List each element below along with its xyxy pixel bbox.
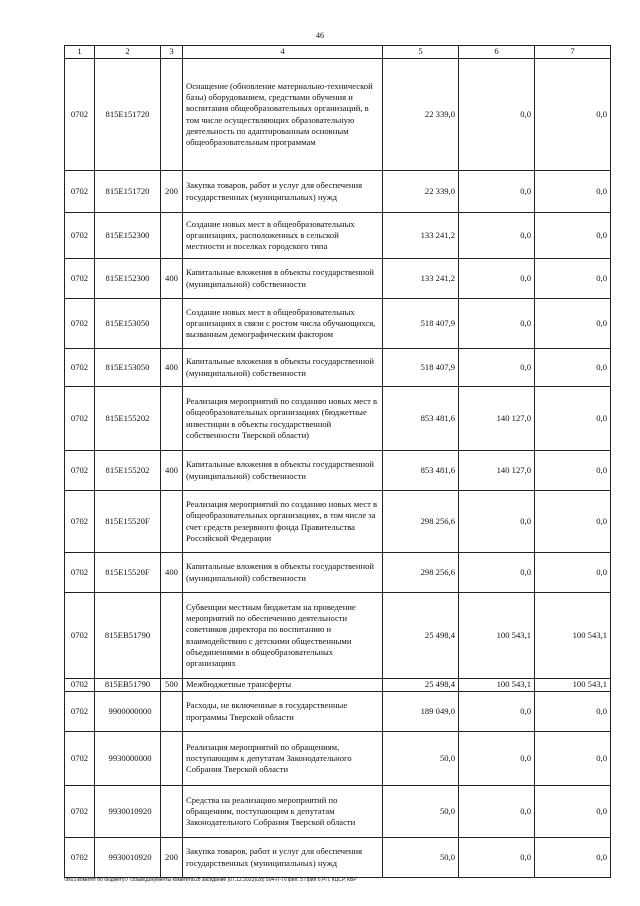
- amount-year1: 518 407,9: [383, 349, 459, 387]
- amount-year1: 22 339,0: [383, 59, 459, 171]
- table-row: [65, 387, 611, 451]
- expense-type: [161, 299, 183, 349]
- table-row: [65, 786, 611, 838]
- section-code: 0702: [65, 732, 95, 786]
- expense-type: [161, 387, 183, 451]
- expense-type: 400: [161, 451, 183, 491]
- table-row: [65, 213, 611, 259]
- amount-year2: 140 127,0: [459, 451, 535, 491]
- amount-year2: 0,0: [459, 299, 535, 349]
- section-code: 0702: [65, 679, 95, 692]
- section-code: 0702: [65, 259, 95, 299]
- item-name: Закупка товаров, работ и услуг для обеспечения государственных (муниципальных) нужд: [183, 171, 383, 213]
- expense-type: 400: [161, 349, 183, 387]
- table-row: [65, 732, 611, 786]
- amount-year1: 853 481,6: [383, 451, 459, 491]
- target-code: 815E151720: [95, 59, 161, 171]
- expense-type: [161, 692, 183, 732]
- table-row: [65, 553, 611, 593]
- amount-year1: 50,0: [383, 786, 459, 838]
- table-row: [65, 838, 611, 878]
- amount-year1: 853 481,6: [383, 387, 459, 451]
- amount-year2: 0,0: [459, 553, 535, 593]
- item-name: Закупка товаров, работ и услуг для обеспечения государственных (муниципальных) нужд: [183, 838, 383, 878]
- amount-year1: 189 049,0: [383, 692, 459, 732]
- target-code: 815EB51790: [95, 593, 161, 679]
- amount-year3: 0,0: [535, 349, 611, 387]
- amount-year3: 0,0: [535, 213, 611, 259]
- item-name: Создание новых мест в общеобразовательных организациях, расположенных в сельской местности и поселках городского типа: [183, 213, 383, 259]
- section-code: 0702: [65, 213, 95, 259]
- section-code: 0702: [65, 553, 95, 593]
- target-code: 815E155202: [95, 451, 161, 491]
- target-code: 815E15520F: [95, 491, 161, 553]
- section-code: 0702: [65, 838, 95, 878]
- header-cell: 7: [535, 46, 611, 59]
- amount-year2: 0,0: [459, 786, 535, 838]
- table-row: [65, 593, 611, 679]
- table-row: [65, 491, 611, 553]
- amount-year1: 518 407,9: [383, 299, 459, 349]
- amount-year2: 100 543,1: [459, 679, 535, 692]
- item-name: Капитальные вложения в объекты государственной (муниципальной) собственности: [183, 259, 383, 299]
- amount-year3: 0,0: [535, 259, 611, 299]
- item-name: Капитальные вложения в объекты государственной (муниципальной) собственности: [183, 451, 383, 491]
- item-name: Субвенции местным бюджетам на проведение мероприятий по обеспечению деятельности советников директора по воспитанию и взаимодействию с детскими общественными объединениями в общеобразовательных организациях: [183, 593, 383, 679]
- amount-year3: 100 543,1: [535, 593, 611, 679]
- amount-year3: 0,0: [535, 171, 611, 213]
- target-code: 9930000000: [95, 732, 161, 786]
- expense-type: [161, 213, 183, 259]
- table-row: [65, 679, 611, 692]
- page-number: 46: [316, 31, 324, 40]
- target-code: 815EB51790: [95, 679, 161, 692]
- header-cell: 2: [95, 46, 161, 59]
- amount-year2: 0,0: [459, 59, 535, 171]
- amount-year3: 100 543,1: [535, 679, 611, 692]
- item-name: Реализация мероприятий по обращениям, поступающим к депутатам Законодательного Собрания Тверской области: [183, 732, 383, 786]
- table-row: [65, 299, 611, 349]
- expense-type: 400: [161, 259, 183, 299]
- section-code: 0702: [65, 786, 95, 838]
- table-row: [65, 59, 611, 171]
- amount-year3: 0,0: [535, 553, 611, 593]
- target-code: 815E155202: [95, 387, 161, 451]
- header-cell: 1: [65, 46, 95, 59]
- item-name: Межбюджетные трансферты: [183, 679, 383, 692]
- target-code: 9930010920: [95, 786, 161, 838]
- amount-year2: 0,0: [459, 213, 535, 259]
- amount-year1: 298 256,6: [383, 553, 459, 593]
- section-code: 0702: [65, 593, 95, 679]
- header-cell: 6: [459, 46, 535, 59]
- amount-year2: 0,0: [459, 171, 535, 213]
- header-cell: 4: [183, 46, 383, 59]
- amount-year2: 0,0: [459, 491, 535, 553]
- table-row: [65, 259, 611, 299]
- amount-year3: 0,0: [535, 491, 611, 553]
- amount-year1: 50,0: [383, 732, 459, 786]
- header-cell: 3: [161, 46, 183, 59]
- amount-year1: 133 241,2: [383, 259, 459, 299]
- item-name: Средства на реализацию мероприятий по обращениям, поступающим к депутатам Законодательного Собрания Тверской области: [183, 786, 383, 838]
- expense-type: 400: [161, 553, 183, 593]
- amount-year3: 0,0: [535, 451, 611, 491]
- target-code: 815E153050: [95, 349, 161, 387]
- table-header-row: [65, 46, 611, 59]
- expense-type: 200: [161, 838, 183, 878]
- expense-type: 500: [161, 679, 183, 692]
- item-name: Оснащение (обновление материально-технической базы) оборудованием, средствами обучения и воспитания общеобразовательных организаций, в том числе осуществляющих образовательную деятельность по адаптированным основным общеобразовательным программам: [183, 59, 383, 171]
- amount-year1: 25 498,4: [383, 593, 459, 679]
- target-code: 9930010920: [95, 838, 161, 878]
- expense-type: 200: [161, 171, 183, 213]
- table-row: [65, 451, 611, 491]
- target-code: 815E152300: [95, 259, 161, 299]
- item-name: Реализация мероприятий по созданию новых мест в общеобразовательных организациях, в том числе за счет средств резервного фонда Правительства Российской Федерации: [183, 491, 383, 553]
- amount-year1: 50,0: [383, 838, 459, 878]
- amount-year2: 0,0: [459, 732, 535, 786]
- table-row: [65, 349, 611, 387]
- expense-type: [161, 732, 183, 786]
- amount-year3: 0,0: [535, 299, 611, 349]
- amount-year2: 140 127,0: [459, 387, 535, 451]
- expense-type: [161, 491, 183, 553]
- expense-type: [161, 593, 183, 679]
- header-cell: 5: [383, 46, 459, 59]
- section-code: 0702: [65, 171, 95, 213]
- amount-year1: 22 339,0: [383, 171, 459, 213]
- section-code: 0702: [65, 299, 95, 349]
- amount-year1: 133 241,2: [383, 213, 459, 259]
- expense-type: [161, 786, 183, 838]
- table-row: [65, 692, 611, 732]
- section-code: 0702: [65, 59, 95, 171]
- target-code: 815E151720: [95, 171, 161, 213]
- amount-year2: 0,0: [459, 349, 535, 387]
- footer-file-path: \\fs01\комитет по бюджету\7 созыв\Документы комитета\28 заседание (07.12.2023)\28) 504-П-7\Прил. 5 Прил 6 РП, КЦСР, КВР: [64, 877, 357, 883]
- section-code: 0702: [65, 451, 95, 491]
- target-code: 815E152300: [95, 213, 161, 259]
- amount-year3: 0,0: [535, 732, 611, 786]
- amount-year3: 0,0: [535, 838, 611, 878]
- item-name: Создание новых мест в общеобразовательных организациях в связи с ростом числа обучающихся, вызванным демографическим фактором: [183, 299, 383, 349]
- amount-year3: 0,0: [535, 692, 611, 732]
- target-code: 815E153050: [95, 299, 161, 349]
- amount-year2: 0,0: [459, 692, 535, 732]
- target-code: 9900000000: [95, 692, 161, 732]
- section-code: 0702: [65, 387, 95, 451]
- table-row: [65, 171, 611, 213]
- section-code: 0702: [65, 692, 95, 732]
- expense-type: [161, 59, 183, 171]
- section-code: 0702: [65, 491, 95, 553]
- amount-year3: 0,0: [535, 387, 611, 451]
- amount-year1: 25 498,4: [383, 679, 459, 692]
- target-code: 815E15520F: [95, 553, 161, 593]
- budget-table: [64, 45, 611, 878]
- amount-year2: 0,0: [459, 838, 535, 878]
- amount-year3: 0,0: [535, 59, 611, 171]
- amount-year2: 0,0: [459, 259, 535, 299]
- amount-year2: 100 543,1: [459, 593, 535, 679]
- item-name: Реализация мероприятий по созданию новых мест в общеобразовательных организациях (бюджетные инвестиции в объекты государственной собственности Тверской области): [183, 387, 383, 451]
- item-name: Расходы, не включенные в государственные программы Тверской области: [183, 692, 383, 732]
- item-name: Капитальные вложения в объекты государственной (муниципальной) собственности: [183, 349, 383, 387]
- item-name: Капитальные вложения в объекты государственной (муниципальной) собственности: [183, 553, 383, 593]
- amount-year1: 298 256,6: [383, 491, 459, 553]
- amount-year3: 0,0: [535, 786, 611, 838]
- section-code: 0702: [65, 349, 95, 387]
